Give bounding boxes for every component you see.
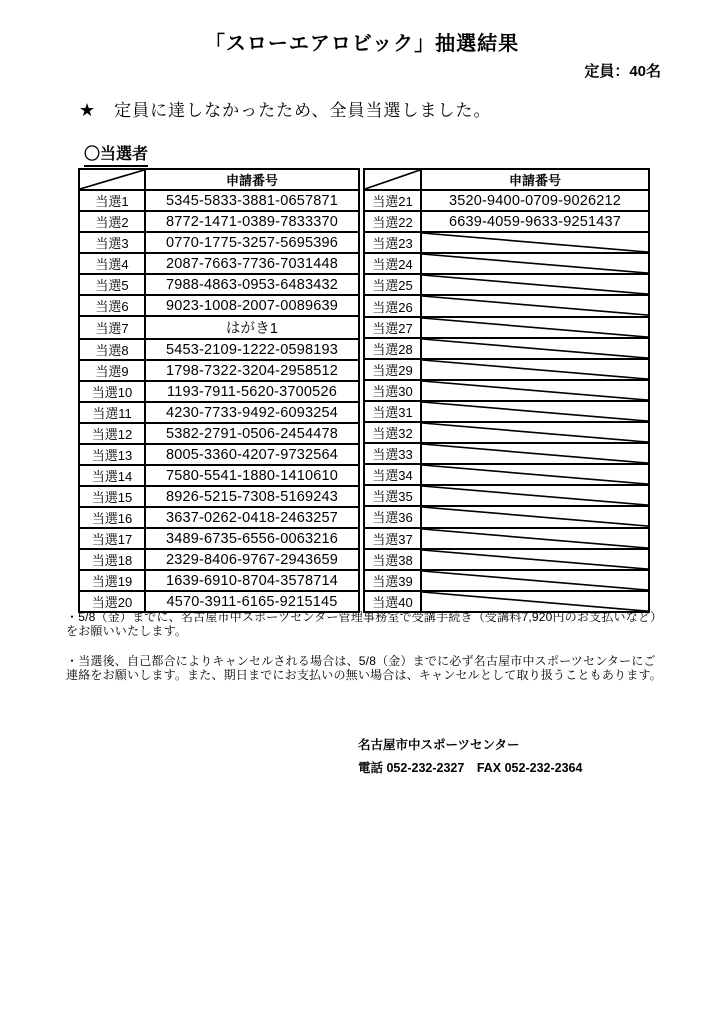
winner-label: 当選18 [79, 549, 145, 570]
application-number: 8772-1471-0389-7833370 [145, 211, 359, 232]
empty-crossed-cell [421, 443, 649, 464]
application-number: 3520-9400-0709-9026212 [421, 190, 649, 211]
winners-tables [78, 168, 650, 613]
empty-crossed-cell [421, 528, 649, 549]
table-row [79, 274, 359, 295]
table-row [364, 506, 649, 527]
winner-label: 当選11 [79, 402, 145, 423]
column-header-application-number: 申請番号 [421, 169, 649, 190]
table-row [364, 338, 649, 359]
table-row [79, 591, 359, 612]
announcement-line [79, 96, 491, 121]
table-row [79, 232, 359, 253]
table-row [364, 190, 649, 211]
strikethrough-line [422, 296, 648, 315]
strikethrough-line [422, 444, 648, 463]
strikethrough-line [422, 402, 648, 421]
empty-crossed-cell [421, 274, 649, 295]
application-number: 7988-4863-0953-6483432 [145, 274, 359, 295]
application-number: 4230-7733-9492-6093254 [145, 402, 359, 423]
application-number: 1798-7322-3204-2958512 [145, 360, 359, 381]
strikethrough-line [422, 275, 648, 294]
diagonal-slash-icon [365, 170, 420, 189]
table-row [364, 253, 649, 274]
strikethrough-line [422, 233, 648, 252]
winner-label: 当選40 [364, 591, 421, 612]
note-payment-deadline: ・5/8（金）までに、名古屋市中スポーツセンター管理事務室で受講手続き（受講料7,920円のお支払いなど）をお願いいたします。 [66, 610, 657, 638]
application-number: 1639-6910-8704-3578714 [145, 570, 359, 591]
winner-label: 当選20 [79, 591, 145, 612]
winner-label: 当選24 [364, 253, 421, 274]
strikethrough-line [422, 550, 648, 569]
winners-table-left [78, 168, 360, 613]
table-row [79, 486, 359, 507]
empty-crossed-cell [421, 253, 649, 274]
table-row [79, 381, 359, 402]
winner-label: 当選35 [364, 485, 421, 506]
winners-section-heading: 〇当選者 [84, 141, 148, 167]
strikethrough-line [422, 507, 648, 526]
winner-label: 当選12 [79, 423, 145, 444]
table-row [79, 444, 359, 465]
empty-crossed-cell [421, 506, 649, 527]
empty-crossed-cell [421, 295, 649, 316]
application-number: 3489-6735-6556-0063216 [145, 528, 359, 549]
winner-label: 当選6 [79, 295, 145, 316]
winner-label: 当選3 [79, 232, 145, 253]
winner-label: 当選7 [79, 316, 145, 339]
table-row [79, 253, 359, 274]
strikethrough-line [422, 465, 648, 484]
application-number: 1193-7911-5620-3700526 [145, 381, 359, 402]
empty-crossed-cell [421, 401, 649, 422]
winner-label: 当選31 [364, 401, 421, 422]
table-row [364, 232, 649, 253]
table-row [79, 360, 359, 381]
table-row [364, 528, 649, 549]
table-row [364, 274, 649, 295]
empty-crossed-cell [421, 232, 649, 253]
winner-label: 当選37 [364, 528, 421, 549]
application-number: 8926-5215-7308-5169243 [145, 486, 359, 507]
strikethrough-line [422, 571, 648, 590]
winner-label: 当選9 [79, 360, 145, 381]
empty-crossed-cell [421, 485, 649, 506]
empty-crossed-cell [421, 359, 649, 380]
winners-table-right [363, 168, 650, 613]
winner-label: 当選17 [79, 528, 145, 549]
table-row [79, 211, 359, 232]
winner-label: 当選16 [79, 507, 145, 528]
winner-label: 当選33 [364, 443, 421, 464]
winner-label: 当選39 [364, 570, 421, 591]
winner-label: 当選2 [79, 211, 145, 232]
winner-label: 当選21 [364, 190, 421, 211]
table-row [364, 295, 649, 316]
winner-label: 当選8 [79, 339, 145, 360]
table-row [364, 443, 649, 464]
winner-label: 当選19 [79, 570, 145, 591]
table-row [79, 549, 359, 570]
corner-slash-cell [364, 169, 421, 190]
note-cancellation: ・当選後、自己都合によりキャンセルされる場合は、5/8（金）までに必ず名古屋市中スポーツセンターにご連絡をお願いします。また、期日までにお支払いの無い場合は、キャンセルとして取り扱うこともあります。 [66, 653, 662, 682]
strikethrough-line [422, 254, 648, 273]
strikethrough-line [422, 318, 648, 337]
application-number: 6639-4059-9633-9251437 [421, 211, 649, 232]
winner-label: 当選26 [364, 295, 421, 316]
announcement-text: 定員に達しなかったため、全員当選しました。 [114, 101, 492, 120]
application-number: 5453-2109-1222-0598193 [145, 339, 359, 360]
table-row [79, 570, 359, 591]
table-row [364, 485, 649, 506]
strikethrough-line [422, 381, 648, 400]
empty-crossed-cell [421, 422, 649, 443]
page-title: 「スローエアロビック」抽選結果 [204, 33, 520, 55]
footer-notes [66, 611, 662, 683]
capacity-label: 定員：40名 [584, 63, 661, 80]
strikethrough-line [422, 592, 648, 611]
table-row [364, 401, 649, 422]
table-row [79, 507, 359, 528]
table-row [79, 190, 359, 211]
application-number: 5382-2791-0506-2454478 [145, 423, 359, 444]
winner-label: 当選34 [364, 464, 421, 485]
application-number: 7580-5541-1880-1410610 [145, 465, 359, 486]
application-number: 0770-1775-3257-5695396 [145, 232, 359, 253]
table-row [364, 317, 649, 338]
table-row [79, 295, 359, 316]
winner-label: 当選32 [364, 422, 421, 443]
table-row [364, 422, 649, 443]
table-row [79, 402, 359, 423]
table-row [364, 549, 649, 570]
winner-label: 当選13 [79, 444, 145, 465]
winner-label: 当選4 [79, 253, 145, 274]
empty-crossed-cell [421, 380, 649, 401]
winner-label: 当選38 [364, 549, 421, 570]
strikethrough-line [422, 423, 648, 442]
empty-crossed-cell [421, 549, 649, 570]
table-header-row [364, 169, 649, 190]
winner-label: 当選30 [364, 380, 421, 401]
winner-label: 当選23 [364, 232, 421, 253]
winner-label: 当選25 [364, 274, 421, 295]
application-number: 5345-5833-3881-0657871 [145, 190, 359, 211]
table-row [79, 316, 359, 339]
table-row [364, 570, 649, 591]
winner-label: 当選22 [364, 211, 421, 232]
diagonal-slash-icon [80, 170, 144, 189]
winner-label: 当選29 [364, 359, 421, 380]
table-header-row [79, 169, 359, 190]
empty-crossed-cell [421, 317, 649, 338]
winner-label: 当選27 [364, 317, 421, 338]
star-icon: ★ [79, 100, 97, 120]
winner-label: 当選36 [364, 506, 421, 527]
column-header-application-number: 申請番号 [145, 169, 359, 190]
winner-label: 当選1 [79, 190, 145, 211]
empty-crossed-cell [421, 464, 649, 485]
application-number: 2329-8406-9767-2943659 [145, 549, 359, 570]
table-row [364, 211, 649, 232]
winner-label: 当選10 [79, 381, 145, 402]
application-number: 4570-3911-6165-9215145 [145, 591, 359, 612]
application-number: 2087-7663-7736-7031448 [145, 253, 359, 274]
contact-name: 名古屋市中スポーツセンター [358, 738, 520, 752]
winner-label: 当選28 [364, 338, 421, 359]
strikethrough-line [422, 486, 648, 505]
application-number: 9023-1008-2007-0089639 [145, 295, 359, 316]
table-row [79, 339, 359, 360]
table-row [79, 465, 359, 486]
winner-label: 当選14 [79, 465, 145, 486]
strikethrough-line [422, 339, 648, 358]
contact-block [358, 739, 582, 776]
application-number: 8005-3360-4207-9732564 [145, 444, 359, 465]
strikethrough-line [422, 360, 648, 379]
winner-label: 当選15 [79, 486, 145, 507]
table-row [79, 528, 359, 549]
table-row [364, 591, 649, 612]
winner-label: 当選5 [79, 274, 145, 295]
empty-crossed-cell [421, 570, 649, 591]
table-row [79, 423, 359, 444]
table-row [364, 380, 649, 401]
empty-crossed-cell [421, 591, 649, 612]
application-number: 3637-0262-0418-2463257 [145, 507, 359, 528]
table-row [364, 359, 649, 380]
contact-phone-fax: 電話 052-232-2327 FAX 052-232-2364 [358, 760, 583, 775]
application-number: はがき1 [145, 316, 359, 339]
empty-crossed-cell [421, 338, 649, 359]
strikethrough-line [422, 529, 648, 548]
table-row [364, 464, 649, 485]
corner-slash-cell [79, 169, 145, 190]
